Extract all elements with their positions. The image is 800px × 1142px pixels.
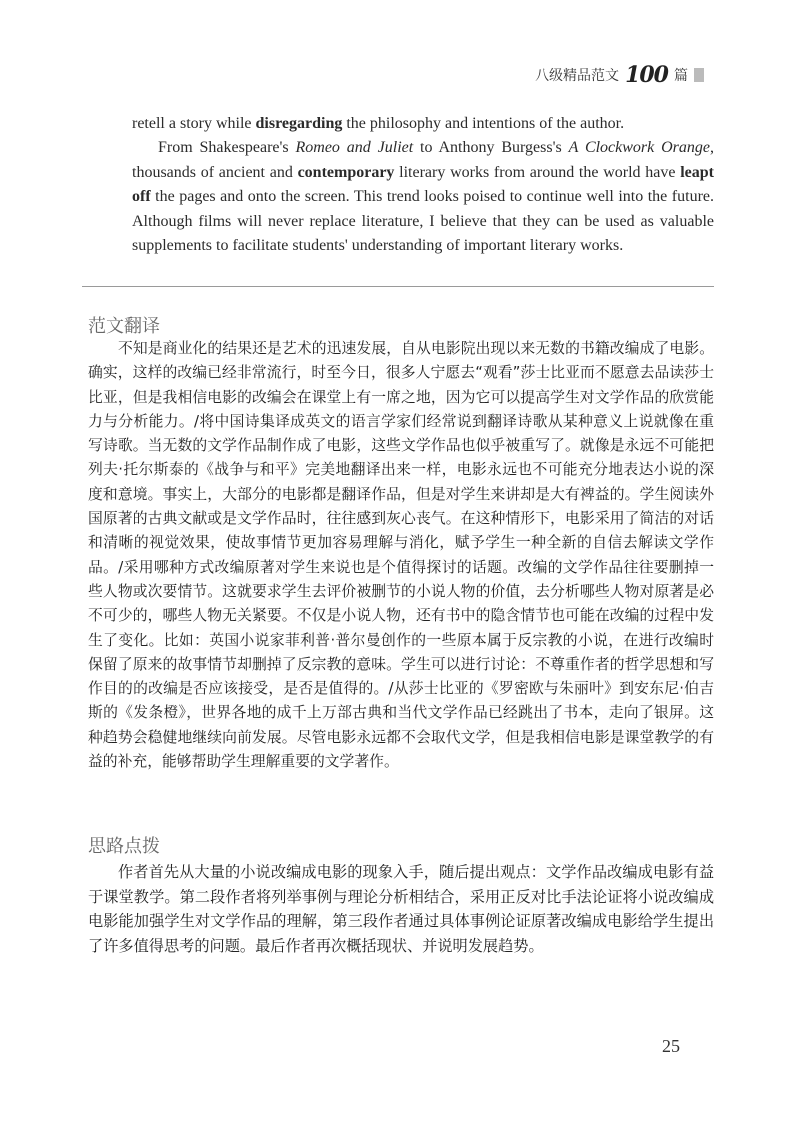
header-number: 100 (625, 62, 668, 88)
page-number: 25 (662, 1036, 680, 1056)
text-run: From Shakespeare's (158, 139, 296, 157)
bold-term: contemporary (297, 163, 395, 181)
text-run: retell a story while (132, 115, 256, 132)
bold-term: leapt off (132, 163, 714, 206)
text-run: the pages and onto the screen. This trend looks poised to continue well into the future. Although films will never replace literature, I believe that they can be used as valuable supplements to facilitate students' understanding of important literary works. (132, 188, 714, 255)
english-paragraph-1 (132, 112, 714, 136)
header-title: 八级精品范文 (535, 68, 620, 84)
italic-title: A Clockwork Orange (568, 139, 711, 157)
italic-title: Romeo and Juliet (295, 139, 414, 157)
analysis-body: 作者首先从大量的小说改编成电影的现象入手，随后提出观点：文学作品改编成电影有益于课堂教学。第二段作者将列举事例与理论分析相结合，采用正反对比手法论证将小说改编成电影能加强学生对文学作品的理解，第三段作者通过具体事例论证原著改编成电影给学生提出了许多值得思考的问题。最后作者再次概括现状、并说明发展趋势。 (88, 863, 714, 955)
text-run: , thousands of ancient and (132, 139, 715, 181)
translation-heading: 范文翻译 (88, 316, 160, 337)
bold-term: disregarding (255, 115, 343, 132)
header-mark (694, 68, 704, 82)
translation-body: 不知是商业化的结果还是艺术的迅速发展，自从电影院出现以来无数的书籍改编成了电影。确实，这样的改编已经非常流行，时至今日，很多人宁愿去“观看”莎士比亚而不愿意去品读莎士比亚，但是我相信电影的改编会在课堂上有一席之地，因为它可以提高学生对文学作品的欣赏能力与分析能力。/将中国诗集译成英文的语言学家们经常说到翻译诗歌从某种意义上说就像在重写诗歌。当无数的文学作品制作成了电影，这些文学作品也似乎被重写了。就像是永远不可能把列夫·托尔斯泰的《战争与和平》完美地翻译出来一样，电影永远也不可能充分地表达小说的深度和意境。事实上，大部分的电影都是翻译作品，但是对学生来讲却是大有裨益的。学生阅读外国原著的古典文献或是文学作品时，往往感到灰心丧气。在这种情形下，电影采用了简洁的对话和清晰的视觉效果，使故事情节更加容易理解与消化，赋予学生一种全新的自信去解读文学作品。/采用哪种方式改编原著对学生来说也是个值得探讨的话题。改编的文学作品往往要删掉一些人物或次要情节。这就要求学生去评价被删节的小说人物的价值，去分析哪些人物对原著是必不可少的，哪些人物无关紧要。不仅是小说人物，还有书中的隐含情节也可能在改编的过程中发生了变化。比如：英国小说家菲利普·普尔曼创作的一些原本属于反宗教的小说，在进行改编时保留了原来的故事情节却删掉了反宗教的意味。学生可以进行讨论：不尊重作者的哲学思想和写作目的的改编是否应该接受，是否是值得的。/从莎士比亚的《罗密欧与朱丽叶》到安东尼·伯吉斯的《发条橙》，世界各地的成千上万部古典和当代文学作品已经跳出了书本，走向了银屏。这种趋势会稳健地继续向前发展。尽管电影永远都不会取代文学，但是我相信电影是课堂教学的有益的补充，能够帮助学生理解重要的文学著作。 (88, 340, 714, 771)
running-header (535, 62, 704, 88)
text-run: literary works from around the world have (394, 163, 681, 181)
english-essay-continuation (132, 112, 714, 258)
analysis-heading: 思路点拨 (88, 836, 160, 857)
section-divider (82, 286, 714, 287)
text-run: to Anthony Burgess's (413, 139, 569, 157)
header-suffix: 篇 (674, 68, 688, 84)
english-paragraph-2 (132, 136, 714, 258)
text-run: the philosophy and intentions of the author. (342, 115, 625, 132)
